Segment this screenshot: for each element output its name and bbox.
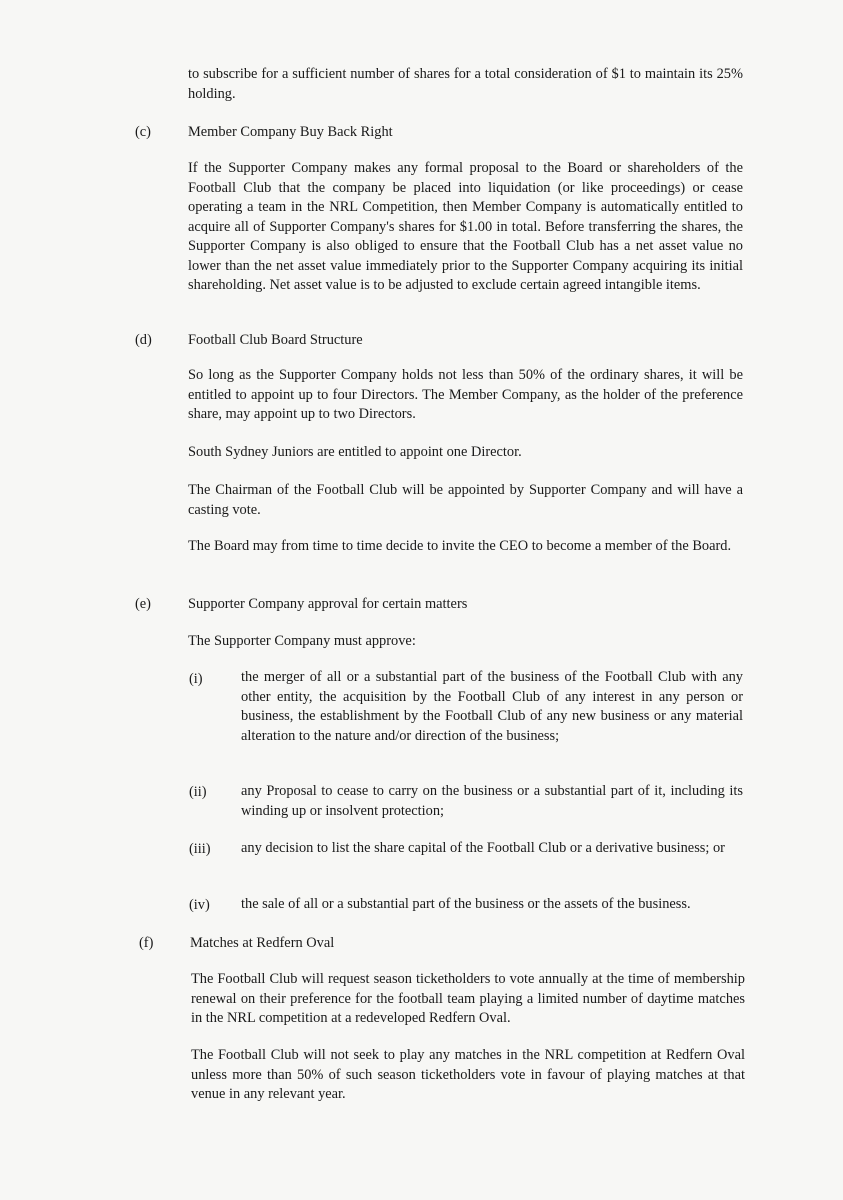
section-d-paragraph-4: The Board may from time to time decide to invite the CEO to become a member of the Board. bbox=[188, 538, 732, 554]
section-c-letter: (c) bbox=[135, 124, 151, 140]
intro-paragraph: to subscribe for a sufficient number of shares for a total consideration of $1 to maintain its 25% holding. bbox=[188, 66, 743, 102]
section-d-paragraph-3: The Chairman of the Football Club will be appointed by Supporter Company and will have a casting vote. bbox=[188, 482, 743, 518]
section-c-body: If the Supporter Company makes any formal proposal to the Board or shareholders of the Football Club that the company be placed into liquidation (or like proceedings) or cease operating a team in the NRL Competition, then Member Company is automatically entitled to acquire all of Supporter Company's shares for $1.00 in total. Before transferring the shares, the Supporter Company is also obliged to ensure that the Football Club has a net asset value no lower than the net asset value immediately prior to the Supporter Company acquiring its initial shareholding. Net asset value is to be adjusted to exclude certain agreed intangible items. bbox=[188, 160, 743, 293]
item-iv-number: (iv) bbox=[189, 897, 210, 913]
item-ii-text: any Proposal to cease to carry on the business or a substantial part of it, including its winding up or insolvent protection; bbox=[241, 783, 743, 819]
section-f-paragraph-1: The Football Club will request season ticketholders to vote annually at the time of membership renewal on their preference for the football team playing a limited number of daytime matches in the NRL competition at a redeveloped Redfern Oval. bbox=[191, 971, 745, 1026]
section-e-letter: (e) bbox=[135, 596, 151, 612]
item-ii-number: (ii) bbox=[189, 784, 207, 800]
section-c-heading: Member Company Buy Back Right bbox=[188, 124, 393, 140]
item-iii-number: (iii) bbox=[189, 841, 211, 857]
section-e-heading: Supporter Company approval for certain matters bbox=[188, 596, 468, 612]
section-e-intro: The Supporter Company must approve: bbox=[188, 633, 416, 649]
section-d-paragraph-2: South Sydney Juniors are entitled to appoint one Director. bbox=[188, 444, 522, 460]
item-i-text: the merger of all or a substantial part of the business of the Football Club with any other entity, the acquisition by the Football Club of any interest in any person or business, the establishment by the Football Club of any new business or any material alteration to the nature and/or direction of the business; bbox=[241, 669, 743, 744]
section-d-letter: (d) bbox=[135, 332, 152, 348]
section-f-heading: Matches at Redfern Oval bbox=[190, 935, 335, 951]
section-f-paragraph-2: The Football Club will not seek to play any matches in the NRL competition at Redfern Oval unless more than 50% of such season ticketholders vote in favour of playing matches at that venue in any relevant year. bbox=[191, 1047, 745, 1102]
item-iii-text: any decision to list the share capital of the Football Club or a derivative business; or bbox=[241, 840, 725, 856]
section-d-heading: Football Club Board Structure bbox=[188, 332, 363, 348]
section-d-paragraph-1: So long as the Supporter Company holds not less than 50% of the ordinary shares, it will be entitled to appoint up to four Directors. The Member Company, as the holder of the preference share, may appoint up to two Directors. bbox=[188, 367, 743, 422]
item-iv-text: the sale of all or a substantial part of the business or the assets of the business. bbox=[241, 896, 691, 912]
section-f-letter: (f) bbox=[139, 935, 154, 951]
item-i-number: (i) bbox=[189, 671, 203, 687]
